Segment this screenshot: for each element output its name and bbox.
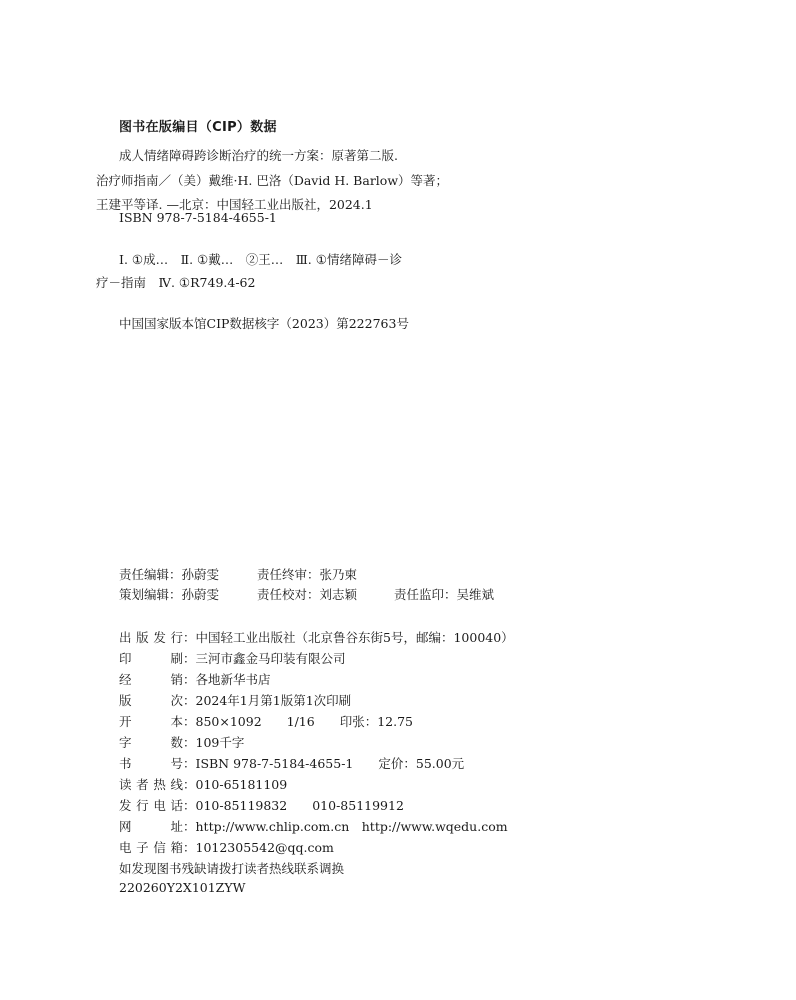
- info-value: ：850×1092 1/16 印张：12.75: [183, 714, 413, 729]
- credit-final-review: 责任终审：张乃柬: [257, 567, 358, 582]
- info-row: [119, 628, 514, 646]
- info-key: 开 本: [119, 714, 183, 729]
- cip-isbn-line: ISBN 978-7-5184-4655-1: [119, 210, 277, 225]
- info-row: [119, 838, 334, 856]
- cip-classification-line-cont: 疗－指南 Ⅳ. ①R749.4-62: [96, 275, 256, 290]
- cip-classification-line: Ⅰ. ①成… Ⅱ. ①戴… ②王… Ⅲ. ①情绪障碍－诊: [119, 252, 402, 267]
- credit-proofread: 责任校对：刘志颖: [257, 587, 358, 602]
- info-row: [119, 817, 508, 835]
- info-value: ：三河市鑫金马印装有限公司: [183, 651, 346, 666]
- info-value: ：010-65181109: [183, 777, 288, 792]
- info-value: ：ISBN 978-7-5184-4655-1 定价：55.00元: [183, 756, 465, 771]
- info-value: ：各地新华书店: [183, 672, 271, 687]
- info-key: 网 址: [119, 819, 183, 834]
- info-key: 印 刷: [119, 651, 183, 666]
- info-value: ：http://www.chlip.com.cn http://www.wqedu.com: [183, 819, 508, 834]
- cip-author-line: 治疗师指南／（美）戴维·H. 巴洛（David H. Barlow）等著；: [96, 173, 449, 188]
- info-key: 经 销: [119, 672, 183, 687]
- credit-editor: 责任编辑：孙蔚雯: [119, 567, 220, 582]
- info-value: ：109千字: [183, 735, 245, 750]
- info-row: [119, 754, 464, 772]
- info-row: [119, 859, 344, 877]
- info-value: ：2024年1月第1版第1次印刷: [183, 693, 352, 708]
- info-key: 书 号: [119, 756, 183, 771]
- cip-title-line: 成人情绪障碍跨诊断治疗的统一方案：原著第二版.: [119, 148, 398, 163]
- info-row: [119, 712, 413, 730]
- cip-record-number: 中国国家版本馆CIP数据核字（2023）第222763号: [119, 316, 409, 331]
- info-key: 字 数: [119, 735, 183, 750]
- info-row: [119, 880, 245, 898]
- info-row: [119, 670, 271, 688]
- info-key: 发行电话: [119, 798, 183, 813]
- info-row: [119, 691, 351, 709]
- info-key: 读者热线: [119, 777, 183, 792]
- info-row: [119, 649, 346, 667]
- info-key: 电子信箱: [119, 840, 183, 855]
- info-value: ：1012305542@qq.com: [183, 840, 334, 855]
- info-value: ：中国轻工业出版社（北京鲁谷东街5号，邮编：100040）: [183, 630, 514, 645]
- credit-supervisor: 责任监印：吴维斌: [394, 587, 495, 602]
- info-value: 如发现图书残缺请拨打读者热线联系调换: [119, 861, 345, 876]
- info-value: ：010-85119832 010-85119912: [183, 798, 404, 813]
- cip-heading: 图书在版编目（CIP）数据: [119, 120, 277, 135]
- info-row: [119, 796, 404, 814]
- info-row: [119, 733, 244, 751]
- info-row: [119, 775, 287, 793]
- info-value: 220260Y2X101ZYW: [119, 880, 246, 895]
- cip-publisher-line: 王建平等译. —北京：中国轻工业出版社，2024.1: [96, 197, 373, 212]
- credit-planner: 策划编辑：孙蔚雯: [119, 587, 220, 602]
- info-key: 版 次: [119, 693, 183, 708]
- info-key: 出版发行: [119, 630, 183, 645]
